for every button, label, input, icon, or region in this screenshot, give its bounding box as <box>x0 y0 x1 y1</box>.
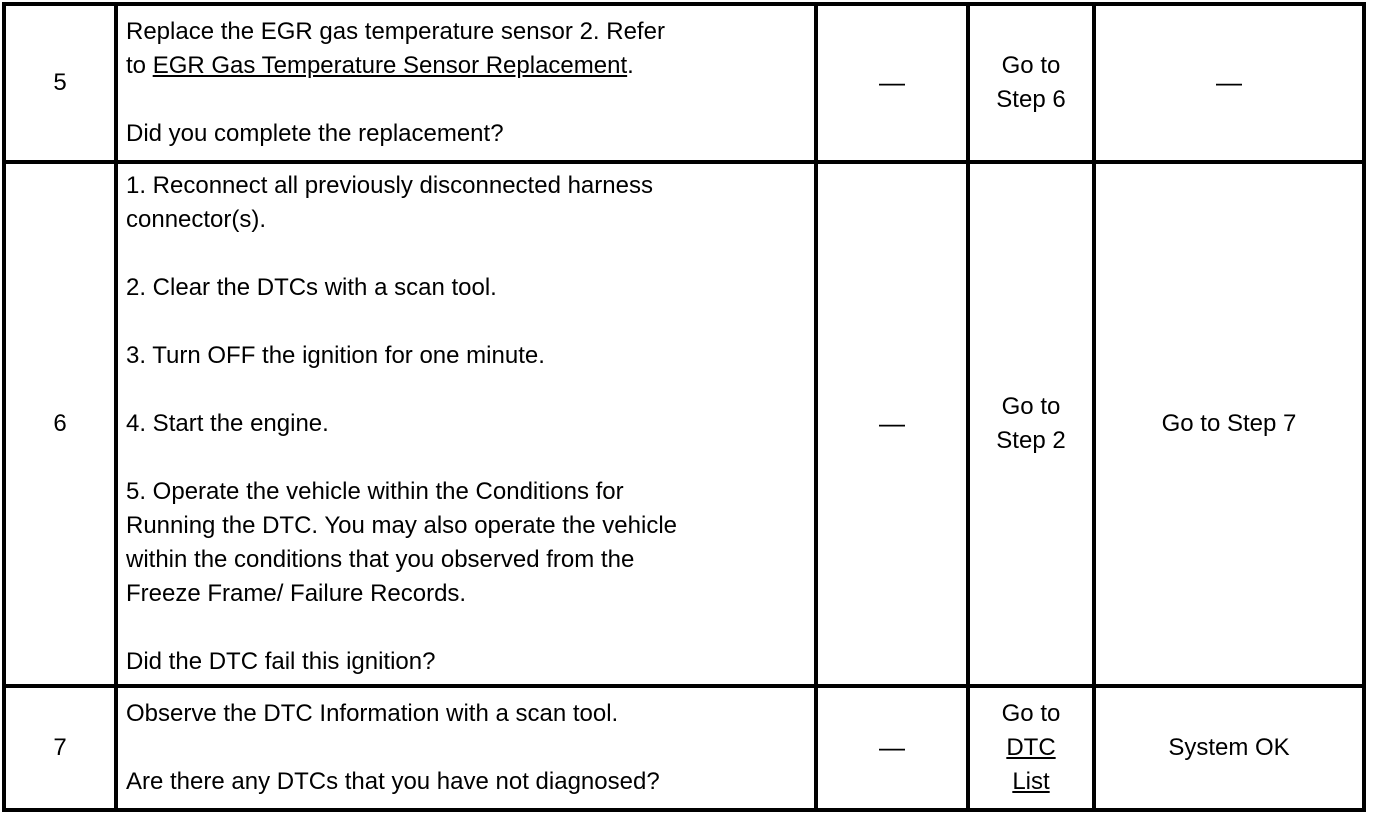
action-item-1 <box>126 169 806 237</box>
action-text: Observe the DTC Information with a scan tool. <box>126 700 619 727</box>
action-item-4 <box>126 407 806 441</box>
action-text: 5. Operate the vehicle within the Conditions for <box>126 478 624 505</box>
egr-sensor-replacement-link[interactable]: EGR Gas Temperature Sensor Replacement <box>152 52 628 79</box>
yes-text: Go to <box>1001 393 1061 420</box>
dtc-list-link[interactable]: DTC <box>1006 734 1056 761</box>
table-row <box>4 686 1364 810</box>
value-dash: — <box>879 732 905 762</box>
diagnostic-table <box>2 2 1366 812</box>
action-item-5 <box>126 475 806 611</box>
table-row <box>4 162 1364 686</box>
value-dash: — <box>879 408 905 438</box>
action-text: 3. Turn OFF the ignition for one minute. <box>126 342 545 369</box>
yes-cell <box>968 686 1094 810</box>
yes-cell <box>968 162 1094 686</box>
no-cell: Go to Step 7 <box>1094 162 1364 686</box>
no-dash: — <box>1216 67 1242 97</box>
yes-text: Step 6 <box>996 86 1066 113</box>
table-row <box>4 4 1364 162</box>
no-cell <box>1094 4 1364 162</box>
yes-cell <box>968 4 1094 162</box>
action-text: Running the DTC. You may also operate the vehicle <box>126 512 678 539</box>
action-cell <box>116 162 816 686</box>
value-cell <box>816 162 968 686</box>
action-text: 1. Reconnect all previously disconnected harness <box>126 172 653 199</box>
step-number: 7 <box>4 686 116 810</box>
action-question: Are there any DTCs that you have not diagnosed? <box>126 768 660 795</box>
action-item-2 <box>126 271 806 305</box>
step-number: 6 <box>4 162 116 686</box>
action-question: Did the DTC fail this ignition? <box>126 648 436 675</box>
yes-text: Go to <box>1001 52 1061 79</box>
action-cell <box>116 686 816 810</box>
action-text-suffix: . <box>627 52 634 79</box>
yes-text: Go to <box>1001 700 1061 727</box>
dtc-list-link[interactable]: List <box>1012 768 1050 795</box>
yes-text: Step 2 <box>996 427 1066 454</box>
action-text: Freeze Frame/ Failure Records. <box>126 580 467 607</box>
action-text: Replace the EGR gas temperature sensor 2. Refer <box>126 18 665 45</box>
action-cell <box>116 4 816 162</box>
value-dash: — <box>879 67 905 97</box>
action-question: Did you complete the replacement? <box>126 120 504 147</box>
action-text <box>126 49 806 83</box>
action-text: within the conditions that you observed from the <box>126 546 635 573</box>
action-text-prefix: to <box>126 52 153 79</box>
step-number: 5 <box>4 4 116 162</box>
value-cell <box>816 4 968 162</box>
action-text: 2. Clear the DTCs with a scan tool. <box>126 274 497 301</box>
action-text: connector(s). <box>126 206 267 233</box>
action-text: 4. Start the engine. <box>126 410 329 437</box>
action-item-3 <box>126 339 806 373</box>
no-cell: System OK <box>1094 686 1364 810</box>
value-cell <box>816 686 968 810</box>
